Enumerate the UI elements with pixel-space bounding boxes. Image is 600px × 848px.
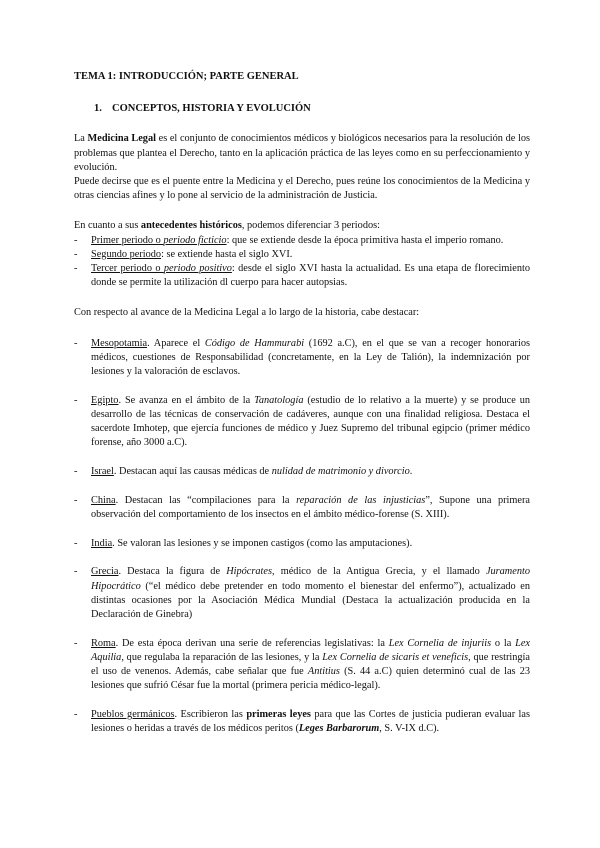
history-item-grecia [74, 565, 530, 622]
history-item-israel [74, 465, 530, 479]
history-italic: Antitius [307, 666, 340, 678]
history-text: . Se avanza en el ámbito de la [118, 394, 255, 406]
history-item-india [74, 537, 530, 551]
history-italic: Hipócrates [226, 566, 272, 578]
period-text: : que se extiende desde la época primitiva hasta el imperio romano. [226, 234, 504, 246]
dash-bullet: - [74, 337, 78, 349]
history-italic: Lex Cornelia de injuriis [388, 637, 492, 649]
place-name: India [91, 537, 113, 549]
history-text: . Se valoran las lesiones y se imponen castigos (como las amputaciones). [112, 537, 413, 549]
period-name: Primer periodo o [91, 234, 164, 246]
history-text: . Destacan aquí las causas médicas de [113, 466, 272, 478]
term-medicina-legal: Medicina Legal [87, 133, 156, 145]
history-text: . De esta época derivan una serie de referencias legislativas: la [115, 637, 389, 649]
term-antecedentes: antecedentes históricos [140, 220, 242, 232]
history-text: . Destaca la figura de [118, 566, 227, 578]
dash-bullet: - [74, 234, 78, 246]
list-item [74, 234, 530, 248]
history-item-china [74, 494, 530, 522]
document-title: TEMA 1: INTRODUCCIÓN; PARTE GENERAL [74, 71, 299, 82]
dash-bullet: - [74, 637, 78, 649]
history-italic: Lex Cornelia de sicaris et veneficis [322, 651, 469, 663]
period-alt: periodo positivo [163, 263, 232, 275]
history-text: . Aparece el [147, 337, 205, 349]
intro-lead: La [74, 133, 88, 145]
intro-paragraph-1 [74, 132, 530, 175]
intro-rest: es el conjunto de conocimientos médicos y biológicos necesarios para la resolución de los problemas que plantea el Derecho, tanto en la aplicación práctica de las leyes como en su perfeccionamiento y evolución. [74, 133, 531, 173]
place-name: Roma [91, 637, 116, 649]
history-text: (1692 a.C), en el que se van a recoger honorarios médicos, cuestiones de Responsabilidad (concretamente, en la Ley de Talión), la indemnización por lesiones y la valoración de esclavos. [91, 337, 530, 378]
history-italic: Código de Hammurabi [204, 337, 305, 349]
history-text: o la [491, 637, 516, 649]
list-item [74, 248, 530, 262]
history-bold: primeras leyes [246, 709, 311, 720]
avance-intro: Con respecto al avance de la Medicina Legal a lo largo de la historia, cabe destacar: [74, 307, 420, 319]
history-italic: reparación de las injusticias [296, 494, 426, 506]
antecedentes-rest: , podemos diferenciar 3 periodos: [241, 220, 380, 232]
history-italic: Lex Aquilia [91, 637, 530, 663]
section-number: 1. [94, 103, 102, 115]
history-item-pueblos-germanicos [74, 708, 530, 736]
history-text: . Escribieron las [174, 709, 247, 720]
history-italic: nulidad de matrimonio y divorcio [271, 466, 410, 478]
history-text: (S. 44 a.C) quien determinó cual de las 23 lesiones que sufrió César fue la mortal (primera pericia médico-legal). [91, 666, 530, 692]
antecedentes-lead: En cuanto a sus [74, 220, 141, 232]
periods-list [74, 234, 530, 291]
intro-paragraph-2: Puede decirse que es el puente entre la Medicina y el Derecho, pues reúne los conocimientos de la Medicina y otras ciencias afines y lo pone al servicio de la administración de Justicia. [74, 176, 530, 202]
history-text: , médico de la Antigua Grecia, y el llamado [271, 566, 486, 578]
section-heading [94, 102, 530, 116]
dash-bullet: - [74, 248, 78, 260]
history-list [74, 337, 530, 737]
section-heading-text: CONCEPTOS, HISTORIA Y EVOLUCIÓN [112, 103, 311, 115]
history-text: (“el médico debe pretender en todo momento el bienestar del enfermo”), actualizado en distintas ocasiones por la Asociación Médica Mundial (Destaca la actualización producida en la Declaración de Ginebra) [91, 580, 530, 620]
period-name: Tercer periodo o [91, 263, 164, 275]
document-body [74, 70, 530, 751]
history-text: , que restringía el uso de venenos. Además, cabe señalar que fue [91, 651, 530, 678]
period-alt: periodo ficticio [163, 234, 227, 246]
history-text: (estudio de lo relativo a la muerte) y se produce un desarrollo de las técnicas de conservación de cadáveres, aunque con una finalidad religiosa. Destaca el sacerdote Imhotep, que ejercía funciones de médico y Juez Supremo del tribunal egipcio (primer médico forense, año 3000 a.C). [91, 394, 530, 449]
history-item-roma [74, 637, 530, 694]
dash-bullet: - [74, 709, 78, 720]
place-name: Pueblos germánicos [91, 709, 175, 720]
history-text: , S. V-IX d.C). [379, 723, 440, 735]
list-item [74, 262, 530, 290]
period-text: : se extiende hasta el siglo XVI. [161, 248, 293, 260]
history-text: . Destacan las “compilaciones para la [115, 494, 297, 506]
history-item-egipto [74, 394, 530, 451]
dash-bullet: - [74, 537, 78, 549]
dash-bullet: - [74, 566, 78, 578]
period-text: : desde el siglo XVI hasta la actualidad. Es una etapa de florecimiento donde se permite la utilización dl cuerpo para hacer autopsias. [91, 263, 530, 289]
dash-bullet: - [74, 263, 78, 275]
history-text: ”, Supone una primera observación del comportamiento de los insectos en el ámbito médico-forense (S. XIII). [91, 494, 530, 520]
antecedentes-intro [74, 219, 530, 233]
history-italic: Juramento Hipocrático [91, 566, 530, 592]
dash-bullet: - [74, 394, 78, 406]
history-text: . [409, 466, 413, 478]
period-name: Segundo periodo [91, 248, 162, 260]
place-name: China [91, 494, 116, 506]
history-italic: Tanatología [254, 394, 304, 406]
history-bold-italic: Leges Barbarorum [298, 723, 380, 735]
place-name: Israel [91, 466, 114, 478]
history-item-mesopotamia [74, 337, 530, 380]
place-name: Grecia [91, 566, 119, 578]
dash-bullet: - [74, 494, 78, 506]
dash-bullet: - [74, 466, 78, 478]
history-text: para que las Cortes de justicia pudieran evaluar las lesiones o heridas a través de los médicos peritos ( [91, 709, 530, 735]
place-name: Mesopotamia [91, 337, 148, 349]
place-name: Egipto [91, 394, 119, 406]
history-text: , que regulaba la reparación de las lesiones, y la [121, 651, 323, 663]
